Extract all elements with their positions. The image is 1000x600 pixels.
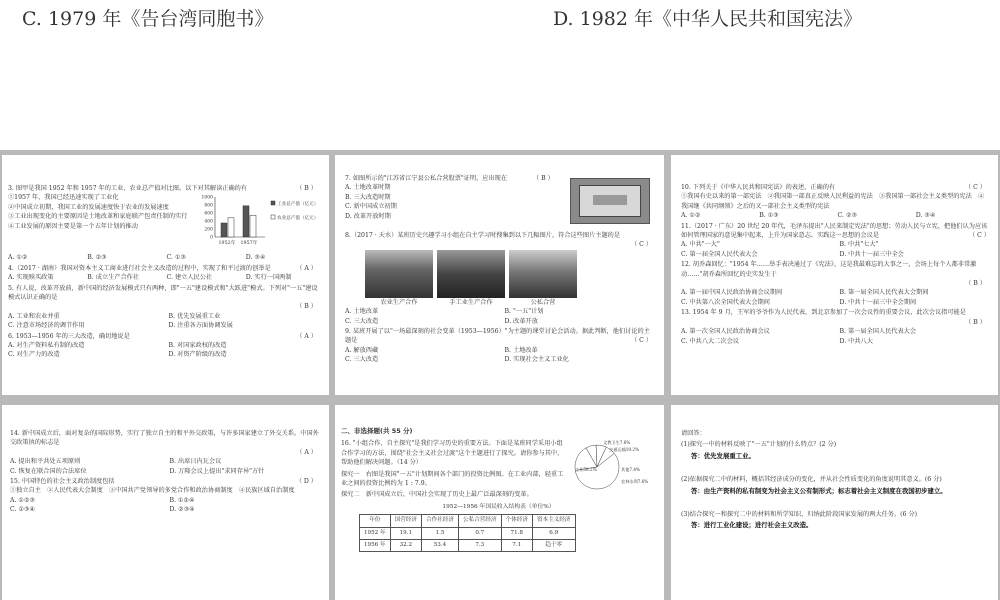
pie-label: 交通运输19.2% [609,447,640,453]
table-cell: 32.2 [390,540,421,552]
worksheet-panel-4 [2,405,329,600]
question-4-option-d: D. 实行一国两制 [245,274,292,282]
table-header: 合作社经济 [422,515,459,527]
table-cell: 7.1 [501,540,532,552]
question-7-answer: （ B ） [533,175,554,182]
question-7-option-c: C. 新中国成立初期 [345,203,397,211]
question-4-option-c: C. 建立人民公社 [166,274,213,282]
question-3-option-a: A. ①② [8,254,28,262]
subquestion-1: (1)探究一中的材料反映了"一五"计划的什么特点？(2 分) [681,441,837,449]
table-row [360,527,576,539]
answer-intro: 请回答： [681,430,706,437]
question-13 [681,308,990,346]
question-8-option-d: D. 改革开放 [504,317,538,325]
question-12-option-b: B. 第一届全国人民代表大会期间 [839,289,929,297]
table-cell: 71.8 [501,527,532,539]
question-14 [10,429,321,476]
question-3-option-d: D. ③④ [245,254,266,262]
question-3-item-1: ①1957 年，我国已经迅速实现了工业化 [8,194,119,202]
question-3-option-c: C. ①③ [166,254,187,262]
legend-label: 工业总产值（亿元） [277,202,319,208]
question-15-option-a: A. ①②③ [10,496,36,504]
question-7-option-a: A. 土地改革时期 [345,184,391,192]
table-cell: 6.9 [532,527,575,539]
table-cell: 0.7 [458,527,501,539]
question-11-option-c: C. 第一届全国人民代表大会 [681,250,758,258]
question-9-option-c: C. 三大改造 [345,356,379,364]
photo-caption-3: 公私合营 [530,298,556,306]
pie-label: 其他7.4% [621,467,641,473]
bar [243,206,249,237]
investment-pie-chart [569,439,661,495]
question-6-option-b: B. 对国家政权的改造 [168,342,227,350]
question-5 [8,284,321,331]
question-11-option-d: D. 中共十一届三中全会 [839,250,904,258]
question-9-option-b: B. 土地改革 [504,346,538,354]
y-tick-label: 800 [204,203,213,209]
question-7-stem: 7. 如图所示的"江苏省江宁县公私合营股票"证明，应出现在 [345,175,508,182]
question-5-stem: 5. 有人说，改革开放前，新中国的经济发展模式只有两种，即"一五"建设模式和"大跃进"模式。下列对"一五"建设模式认识正确的是 [8,284,318,302]
question-10-option-b: B. ①③ [759,212,779,220]
question-8-option-b: B. "一五"计划 [504,308,544,316]
table-header-row [360,515,576,527]
question-4-answer: （ A ） [296,264,317,272]
table-header: 资本主义经济 [532,515,575,527]
question-12-option-a: A. 第一届中国人民政治协商会议期间 [681,289,783,297]
y-tick-label: 600 [204,211,213,217]
question-5-option-a: A. 工业和农业并重 [8,312,60,320]
question-5-option-d: D. 注重各方面协调发展 [168,322,233,330]
question-3-item-2: ②中国成立初期，我国工业的发展速度快于农业的发展速度 [8,203,169,211]
worksheet-panel-3 [671,155,998,395]
question-7 [345,174,656,230]
question-5-answer: （ B ） [296,303,317,311]
question-6-option-d: D. 对资产阶级的改造 [168,351,227,359]
question-6-option-c: C. 对生产力的改造 [8,351,60,359]
table-cell: 53.4 [422,540,459,552]
y-tick-label: 400 [204,219,213,225]
question-8-stem: 8.（2017 · 天水）某班历史兴趣学习小组在自主学习时搜集到以下几幅图片，符合这些图片主题的是 [345,232,621,239]
output-bar-chart [193,191,323,247]
option-d-text: D. 1982 年《中华人民共和国宪法》 [553,8,863,30]
worksheet-panel-6 [671,405,998,600]
table-caption: 1952—1956 年国民收入结构表（单位%） [442,503,555,510]
question-8-option-a: A. 土地改革 [345,308,379,316]
question-8 [345,231,656,326]
question-3-stem: 3. 图甲是我国 1952 年和 1957 年的工业、农业总产值对比图。以下对其解读正确的有 [8,185,248,192]
table-cell: 1952 年 [360,527,391,539]
table-cell: 1.5 [422,527,459,539]
question-12 [681,260,990,307]
question-13-option-c: C. 中共八大二次会议 [681,337,739,345]
question-10-option-c: C. ②③ [837,212,858,220]
y-tick-label: 1000 [201,195,213,201]
question-14-option-b: B. 出席日内瓦会议 [169,458,222,466]
table-cell: 19.1 [390,527,421,539]
bar [228,218,234,237]
answer-3: 答：进行工业化建设；进行社会主义改造。 [691,521,813,530]
section-heading: 二、非选择题(共 55 分) [341,427,413,435]
question-15-option-b: B. ①②④ [169,496,195,504]
question-10-option-d: D. ③④ [915,212,936,220]
question-6-option-a: A. 对生产资料私有制的改造 [8,342,85,350]
question-4 [8,264,321,283]
question-14-stem: 14. 新中国成立后，面对复杂的国际形势，实行了独立自主的和平外交政策，与许多国家建立了外交关系。中国外交政策执的标志是 [10,430,319,447]
question-12-stem: 12. 胡乔森回忆："1954 年……举手表决通过了《宪法》，这是我最难忘的大事之一，会场上每个人都非常激动……"胡乔森所回忆的史实发生于 [681,261,977,278]
question-12-option-c: C. 中共第八次全国代表大会期间 [681,298,770,306]
question-11-option-a: A. 中共"一大" [681,241,720,249]
exploration-1-text: 探究一 右图是我国"一五"计划期间各个部门的投资比例图。在工业内部，轻重工业之间的投资比例约为 1 : 7.9。 [341,470,564,488]
question-14-answer: （ A ） [296,448,317,456]
question-15-stem: 15. 中国特色的社会主义政治制度包括 [10,478,115,486]
y-tick-label: 0 [210,235,213,241]
question-3 [8,184,321,263]
question-13-stem: 13. 1954 年 9 月，王军的爷爷作为人民代表，到北京参加了一次会议性的重要会议，此次会议指可能是 [681,309,966,317]
question-11-option-b: B. 中共"七大" [839,241,879,249]
question-13-option-d: D. 中共八大 [839,337,873,345]
bar [250,216,256,238]
question-9-answer: （ C ） [630,337,652,345]
x-tick-label: 1957年 [240,241,258,247]
photo-caption-2: 手工业生产合作 [449,298,493,306]
question-5-option-b: B. 优先发展重工业 [168,312,221,320]
question-12-answer: （ B ） [965,280,986,288]
stock-certificate-image [570,178,650,224]
question-3-item-4: ④工业发展的原因主要是第一个五年计划的推动 [8,222,138,230]
question-15-items: ①独立自主 ②人民代表大会制度 ③中国共产党领导的多党合作和政治协商制度 ④民族区域自治制度 [10,487,295,495]
option-c-text: C. 1979 年《告台湾同胞书》 [22,8,274,30]
question-3-option-b: B. ②③ [87,254,107,262]
table-cell: 7.3 [458,540,501,552]
answer-1: 答：优先发展重工业。 [691,451,755,460]
question-3-item-3: ③工业出现变化的主要原因是土地改革和家庭联产包责任制的实行 [8,213,188,221]
worksheet-panel-1 [2,155,329,395]
question-13-option-a: A. 第一次全国人民政治协商会议 [681,328,770,336]
table-cell: 趋于零 [532,540,575,552]
income-structure-table [359,514,576,552]
question-6-answer: （ A ） [296,332,317,340]
exploration-2-text: 探究二 新中国成立后，中国社会实现了历史上最广泛最深刻的变革。 [341,491,533,499]
legend-label: 农业总产值（亿元） [277,216,319,222]
question-10-option-a: A. ①② [681,212,701,220]
subquestion-3: (3)结合探究一和探究二中的材料和所学知识，归纳此阶段国家发展的两大任务。(6 分) [681,511,918,519]
question-7-option-d: D. 改革开放时期 [345,212,391,220]
top-strip [0,0,1000,150]
answer-2: 答：由生产资料的私有制变为社会主义公有制形式；标志着社会主义制度在我国初步建立。 [691,486,947,495]
question-15-option-d: D. ②③④ [169,506,195,514]
table-row [360,540,576,552]
table-header: 个体经济 [501,515,532,527]
table-header: 公私合营经济 [458,515,501,527]
photo-caption-1: 农业生产合作 [380,298,418,306]
worksheet-panel-2 [335,155,664,395]
pie-label: 文教卫生7.6% [603,440,631,446]
question-7-option-b: B. 三大改造时期 [345,193,391,201]
question-9 [345,327,656,365]
question-14-option-d: D. 万隆会议上提出"求同存异"方针 [169,467,265,475]
subquestion-2: (2)依据探究二中的材料，概括其经济成分的变化，并从社会性质变化的角度说明其意义。(6 分) [681,476,942,484]
table-header: 国营经济 [390,515,421,527]
question-6 [8,332,321,360]
photo-joint-state-private [509,250,577,298]
question-9-stem: 9. 某班开展了以"一场最深刻的社会变革（1953—1956）"为主题的课堂讨论会活动。据此判断，他们讨论的主题是 [345,328,650,345]
legend-swatch [271,201,275,205]
pie-label: 工业58.2% [575,467,597,473]
photo-handicraft-cooperative [437,250,505,298]
question-13-answer: （ B ） [965,318,986,326]
question-9-option-d: D. 实现社会主义工业化 [504,356,569,364]
question-11 [681,222,990,260]
question-14-option-a: A. 提出和平共处五项原则 [10,458,81,466]
question-15-answer: （ D ） [295,478,317,486]
question-4-stem: 4.（2017 · 湖南）我国对资本主义工商业进行社会主义改造的过程中，实现了和平过渡的创举是 [8,264,271,272]
table-header: 年份 [360,515,391,527]
table-cell: 1956 年 [360,540,391,552]
legend-swatch [271,215,275,219]
question-4-option-a: A. 实现赎买政策 [8,274,54,282]
worksheet-panel-5 [335,405,664,600]
pie-label: 农林水利7.6% [621,479,649,485]
question-11-answer: （ C ） [968,232,990,240]
question-11-stem: 11.（2017 · 广东）20 世纪 20 年代，毛泽东提出"人民来制定宪法"的思想；劳动人民与立宪，把他们认为应该如何管理国家的意见集中起来，上升为国家意志。实践这一思想的会议是 [681,222,988,240]
question-10 [681,183,990,221]
question-10-stem: 10. 下列关于《中华人民共和国宪法》的表述，正确的有 [681,184,836,191]
question-9-option-a: A. 解放西藏 [345,346,379,354]
bar [221,223,227,237]
question-4-option-b: B. 成立生产合作社 [87,274,140,282]
x-tick-label: 1952年 [218,241,236,247]
question-8-answer: （ C ） [630,241,652,249]
question-16-stem: 16. "小组合作，自主探究"是我们学习历史的重要方法。下面是某班同学采用小组合作学习的方法，围绕"社会主义社会过渡"这个主题进行了探究。请你参与其中，帮助他们解决问题。（14 分） [341,440,564,467]
y-tick-label: 200 [204,227,213,233]
question-3-answer: （ B ） [296,185,317,192]
question-10-answer: （ C ） [964,184,986,191]
question-10-items: ①我国有史以来的第一部宪法 ②我国第一部真正反映人民利益的宪法 ③我国第一部社会主义类型的宪法 ④我国继《共同纲领》之后的又一部社会主义类型的宪法 [681,193,985,210]
question-15-option-c: C. ①③④ [10,506,36,514]
photo-agricultural-cooperative [365,250,433,298]
question-13-option-b: B. 第一届全国人民代表大会 [839,328,917,336]
question-6-stem: 6. 1953—1956 年的三大改造，确切地说是 [8,332,130,340]
question-12-option-d: D. 中共十一届三中全会期间 [839,298,917,306]
question-5-option-c: C. 注意市场经济的调节作用 [8,322,85,330]
question-8-option-c: C. 三大改造 [345,317,379,325]
question-15 [10,477,321,515]
question-14-option-c: C. 恢复在联合国的合法席位 [10,467,87,475]
